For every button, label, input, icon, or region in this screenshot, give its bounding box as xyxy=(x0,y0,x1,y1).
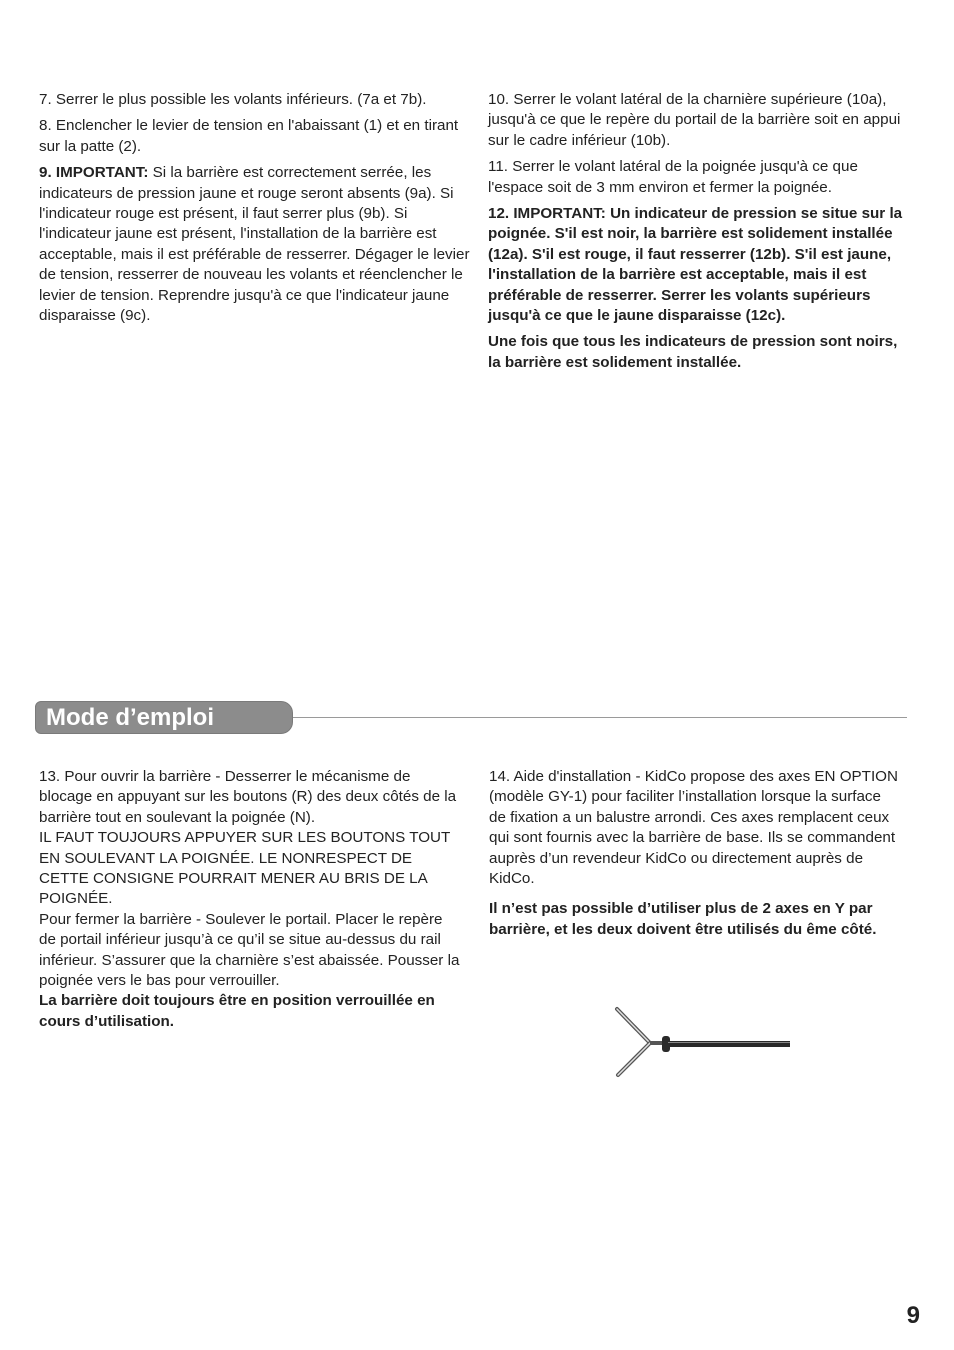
step-9-text: Si la barrière est correctement serrée, les indicateurs de pression jaune et rouge seront absents (9a). Si l'indicateur rouge est présent, il faut serrer plus (9b). Si l'indicateur jaune est présent, l'installation de la barrière est acceptable, mais il est préférable de resserrer. Dégager le levier de tension, resserrer de nouveau les volants et réenclencher le levier de tension. Reprendre jusqu'à ce que l'indicateur jaune disparaisse (9c). xyxy=(39,164,470,325)
y-spindle-icon xyxy=(610,1005,795,1083)
step-13-open: 13. Pour ouvrir la barrière - Desserrer le mécanisme de blocage en appuyant sur les boutons (R) des deux côtés de la barrière tout en soulevant la poignée (N). xyxy=(39,768,457,826)
installed-note xyxy=(488,332,914,373)
step-7: 7. Serrer le plus possible les volants inférieurs. (7a et 7b). xyxy=(39,91,427,108)
step-12-text: Un indicateur de pression se situe sur la poignée. S'il est noir, la barrière est solidement installée (12a). S'il est rouge, il faut resserrer (12b). S'il est jaune, l'installation de la barrière est acceptable, mais il est préférable de resserrer. Serrer les volants supérieurs jusqu'à ce que le jaune disparaisse (12c). xyxy=(488,205,903,325)
step-12 xyxy=(488,204,914,326)
section-header xyxy=(35,701,907,735)
step-14: 14. Aide d'installation - KidCo propose des axes EN OPTION (modèle GY-1) pour faciliter l’installation lorsque la surface de fixation a un balustre arrondi. Ces axes remplacent ceux qui sont fournis avec la barrière de base. Ils se commandent auprès d’un revendeur KidCo ou directement auprès de KidCo. xyxy=(489,768,898,888)
page-number: 9 xyxy=(906,1302,920,1329)
section-title: Mode d’emploi xyxy=(46,704,214,731)
section-title-pill xyxy=(35,701,293,734)
top-left-column xyxy=(39,90,471,332)
top-right-column xyxy=(488,90,914,379)
step-13-locked-note xyxy=(39,991,463,1032)
step-13-warning: IL FAUT TOUJOURS APPUYER SUR LES BOUTONS TOUT EN SOULEVANT LA POIGNÉE. LE NONRESPECT DE CETTE CONSIGNE POURRAIT MENER AU BRIS DE LA POIGNÉE. xyxy=(39,829,451,908)
step-9 xyxy=(39,163,471,326)
bottom-left-column xyxy=(39,767,463,1032)
step-9-label: 9. IMPORTANT: xyxy=(39,164,149,182)
step-10: 10. Serrer le volant latéral de la charnière supérieure (10a), jusqu'à ce que le repère du portail de la barrière soit en appui sur le cadre inférieur (10b). xyxy=(488,91,901,149)
section-divider xyxy=(293,717,907,718)
step-13-locked-text: La barrière doit toujours être en position verrouillée en cours d’utilisation. xyxy=(39,992,435,1030)
y-axis-warning-text: Il n’est pas possible d’utiliser plus de 2 axes en Y par barrière, et les deux doivent être utilisés du ême côté. xyxy=(489,900,877,938)
step-13-close: Pour fermer la barrière - Soulever le portail. Placer le repère de portail inférieur jusqu’à ce qu’il se situe au-dessus du rail inférieur. S’assurer que la charnière s’est abaissée. Pousser la poignée vers le bas pour verrouiller. xyxy=(39,910,460,990)
y-axis-warning xyxy=(489,899,901,940)
step-12-label: 12. IMPORTANT: xyxy=(488,205,606,223)
step-11: 11. Serrer le volant latéral de la poignée jusqu'à ce que l'espace soit de 3 mm environ et fermer la poignée. xyxy=(488,158,858,196)
step-8: 8. Enclencher le levier de tension en l'abaissant (1) et en tirant sur la patte (2). xyxy=(39,117,459,155)
installed-note-text: Une fois que tous les indicateurs de pression sont noirs, la barrière est solidement installée. xyxy=(488,333,898,371)
bottom-right-column xyxy=(489,767,901,946)
